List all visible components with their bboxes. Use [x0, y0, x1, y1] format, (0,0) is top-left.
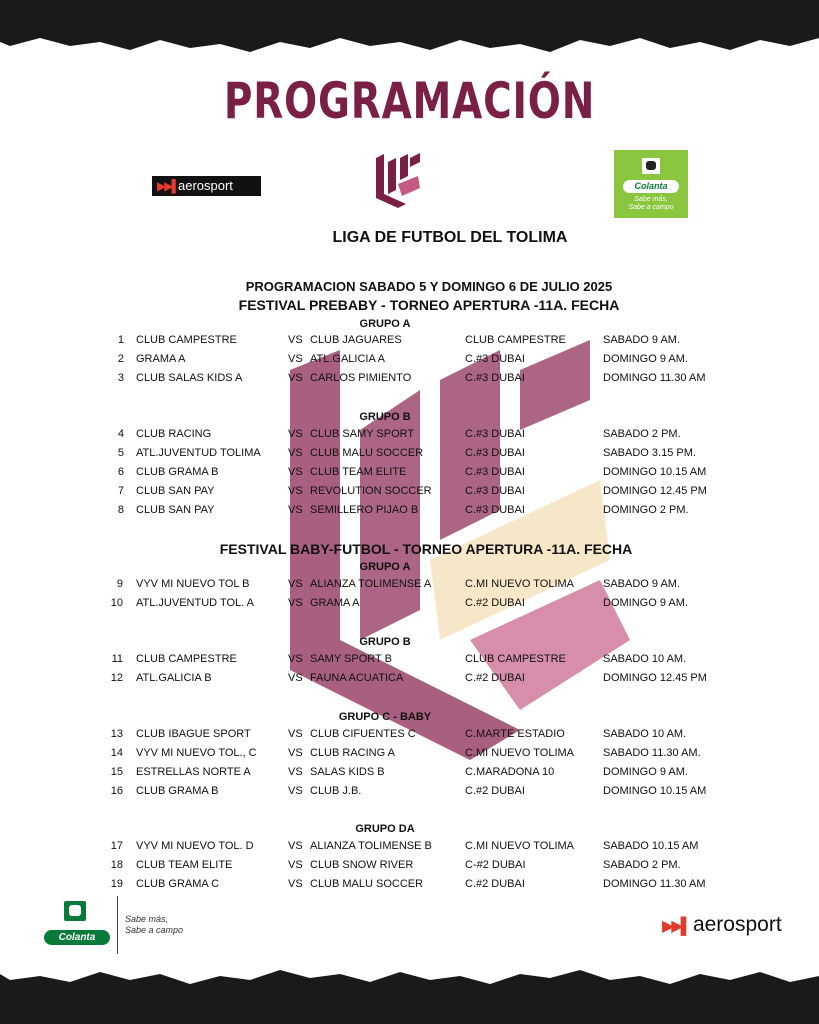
colanta-slogan — [125, 914, 183, 936]
versus-label: VS — [288, 859, 303, 871]
venue: C.#2 DUBAI — [465, 597, 525, 609]
away-team: CLUB J.B. — [310, 785, 362, 797]
match-number: 19 — [110, 878, 123, 890]
aerosport-logo-right — [662, 913, 782, 937]
match-number: 11 — [111, 653, 123, 665]
match-time: DOMINGO 11.30 AM — [603, 878, 706, 890]
away-team: CLUB SAMY SPORT — [310, 428, 415, 440]
away-team: CLUB CIFUENTES C — [310, 728, 416, 740]
match-row — [0, 672, 819, 688]
venue: C.#3 DUBAI — [465, 504, 525, 516]
home-team: CLUB GRAMA C — [136, 878, 220, 890]
venue: C.#3 DUBAI — [465, 466, 525, 478]
match-number: 16 — [110, 785, 123, 797]
versus-label: VS — [288, 785, 303, 797]
venue: C-#2 DUBAI — [465, 859, 526, 871]
match-time: SABADO 11.30 AM. — [603, 747, 701, 759]
match-row — [0, 728, 819, 744]
away-team: REVOLUTION SOCCER — [310, 485, 432, 497]
venue: C.#2 DUBAI — [465, 785, 525, 797]
torn-paper-top — [0, 0, 819, 70]
match-time: DOMINGO 10.15 AM — [603, 785, 707, 797]
away-team: CLUB MALU SOCCER — [310, 878, 424, 890]
match-time: SABADO 10 AM. — [603, 728, 687, 740]
slogan-line-1: Sabe más, — [125, 914, 169, 924]
versus-label: VS — [288, 672, 303, 684]
match-row — [0, 878, 819, 894]
match-number: 13 — [110, 728, 123, 740]
home-team: ATL.JUVENTUD TOLIMA — [136, 447, 261, 459]
torn-paper-bottom — [0, 954, 819, 1024]
league-name: LIGA DE FUTBOL DEL TOLIMA — [332, 229, 568, 246]
group-heading: GRUPO A — [359, 561, 411, 573]
match-row — [0, 485, 819, 501]
match-number: 18 — [110, 859, 123, 871]
match-row — [0, 504, 819, 520]
versus-label: VS — [288, 485, 303, 497]
match-row — [0, 840, 819, 856]
match-row — [0, 785, 819, 801]
match-time: SABADO 3.15 PM. — [603, 447, 696, 459]
match-number: 7 — [117, 485, 124, 497]
venue: C.#3 DUBAI — [465, 372, 525, 384]
colanta-wordmark: Colanta — [44, 930, 110, 945]
away-team: CLUB MALU SOCCER — [310, 447, 424, 459]
venue: C.#2 DUBAI — [465, 878, 525, 890]
away-team: GRAMA A — [310, 597, 360, 609]
versus-label: VS — [288, 372, 303, 384]
match-row — [0, 466, 819, 482]
venue: C.MI NUEVO TOLIMA — [465, 578, 575, 590]
aerosport-logo-left — [152, 176, 261, 196]
home-team: CLUB SAN PAY — [136, 485, 215, 497]
aerosport-wordmark: aerosport — [178, 178, 233, 193]
match-time: DOMINGO 2 PM. — [603, 504, 689, 516]
venue: CLUB CAMPESTRE — [465, 334, 566, 346]
match-row — [0, 353, 819, 369]
colanta-logo-top — [614, 150, 688, 218]
match-number: 14 — [110, 747, 123, 759]
versus-label: VS — [288, 428, 303, 440]
versus-label: VS — [288, 504, 303, 516]
away-team: CLUB RACING A — [310, 747, 395, 759]
match-time: DOMINGO 10.15 AM — [603, 466, 707, 478]
aerosport-arrows-icon: ▶▶▌ — [662, 918, 689, 935]
match-number: 12 — [110, 672, 123, 684]
home-team: CLUB SAN PAY — [136, 504, 215, 516]
away-team: CLUB SNOW RIVER — [310, 859, 414, 871]
home-team: CLUB CAMPESTRE — [136, 334, 237, 346]
versus-label: VS — [288, 578, 303, 590]
match-time: SABADO 9 AM. — [603, 334, 681, 346]
home-team: ATL.JUVENTUD TOL. A — [136, 597, 254, 609]
versus-label: VS — [288, 766, 303, 778]
versus-label: VS — [288, 334, 303, 346]
venue: C.MI NUEVO TOLIMA — [465, 840, 575, 852]
home-team: GRAMA A — [136, 353, 186, 365]
versus-label: VS — [288, 747, 303, 759]
festival-heading-baby: FESTIVAL BABY-FUTBOL - TORNEO APERTURA -11A. FECHA — [219, 541, 633, 557]
venue: C.#3 DUBAI — [465, 485, 525, 497]
versus-label: VS — [288, 597, 303, 609]
match-time: SABADO 10.15 AM — [603, 840, 699, 852]
venue: C.#3 DUBAI — [465, 353, 525, 365]
match-number: 1 — [117, 334, 124, 346]
venue: CLUB CAMPESTRE — [465, 653, 566, 665]
versus-label: VS — [288, 728, 303, 740]
match-row — [0, 597, 819, 613]
match-number: 15 — [110, 766, 123, 778]
away-team: ALIANZA TOLIMENSE B — [310, 840, 432, 852]
versus-label: VS — [288, 840, 303, 852]
venue: C.#3 DUBAI — [465, 447, 525, 459]
versus-label: VS — [288, 447, 303, 459]
away-team: FAUNA ACUATICA — [310, 672, 404, 684]
venue: C.MARADONA 10 — [465, 766, 555, 778]
home-team: CLUB CAMPESTRE — [136, 653, 237, 665]
group-heading: GRUPO B — [359, 636, 411, 648]
group-heading: GRUPO DA — [355, 823, 415, 835]
home-team: CLUB GRAMA B — [136, 466, 219, 478]
match-time: DOMINGO 9 AM. — [603, 766, 688, 778]
home-team: VYV MI NUEVO TOL. D — [136, 840, 254, 852]
versus-label: VS — [288, 653, 303, 665]
match-number: 2 — [117, 353, 124, 365]
match-row — [0, 428, 819, 444]
match-time: SABADO 2 PM. — [603, 428, 681, 440]
cow-icon — [64, 901, 86, 921]
aerosport-arrows-icon: ▶▶▌ — [157, 179, 178, 193]
away-team: ALIANZA TOLIMENSE A — [310, 578, 432, 590]
match-time: DOMINGO 12.45 PM — [603, 672, 707, 684]
match-time: DOMINGO 9 AM. — [603, 597, 688, 609]
tagline-line-1: Sabe más, — [634, 196, 668, 203]
home-team: ATL.GALICIA B — [136, 672, 212, 684]
versus-label: VS — [288, 878, 303, 890]
versus-label: VS — [288, 466, 303, 478]
match-time: SABADO 9 AM. — [603, 578, 681, 590]
festival-heading-prebaby: FESTIVAL PREBABY - TORNEO APERTURA -11A. FECHA — [238, 297, 620, 313]
away-team: CLUB JAGUARES — [310, 334, 402, 346]
match-number: 5 — [117, 447, 124, 459]
match-number: 3 — [117, 372, 124, 384]
home-team: CLUB RACING — [136, 428, 212, 440]
home-team: CLUB TEAM ELITE — [136, 859, 233, 871]
match-time: SABADO 2 PM. — [603, 859, 681, 871]
away-team: CARLOS PIMIENTO — [310, 372, 412, 384]
aerosport-wordmark: aerosport — [692, 913, 782, 936]
match-row — [0, 747, 819, 763]
home-team: VYV MI NUEVO TOL., C — [136, 747, 257, 759]
match-row — [0, 859, 819, 875]
home-team: CLUB SALAS KIDS A — [136, 372, 243, 384]
match-row — [0, 578, 819, 594]
home-team: CLUB GRAMA B — [136, 785, 219, 797]
venue: C.#2 DUBAI — [465, 672, 525, 684]
home-team: CLUB IBAGUE SPORT — [136, 728, 251, 740]
home-team: VYV MI NUEVO TOL B — [136, 578, 250, 590]
colanta-wordmark: Colanta — [623, 180, 679, 193]
match-time: DOMINGO 11.30 AM — [603, 372, 706, 384]
group-heading: GRUPO B — [359, 411, 411, 423]
match-row — [0, 766, 819, 782]
match-number: 6 — [117, 466, 124, 478]
match-time: DOMINGO 9 AM. — [603, 353, 688, 365]
match-number: 10 — [110, 597, 123, 609]
slogan-line-2: Sabe a campo — [125, 925, 184, 935]
match-number: 4 — [117, 428, 124, 440]
away-team: SALAS KIDS B — [310, 766, 385, 778]
away-team: ATL.GALICIA A — [310, 353, 385, 365]
match-time: SABADO 10 AM. — [603, 653, 687, 665]
venue: C.MARTE ESTADIO — [465, 728, 565, 740]
match-number: 9 — [116, 578, 123, 590]
away-team: CLUB TEAM ELITE — [310, 466, 407, 478]
match-row — [0, 447, 819, 463]
colanta-logo-bottom — [44, 898, 114, 950]
away-team: SEMILLERO PIJAO B — [310, 504, 419, 516]
versus-label: VS — [288, 353, 303, 365]
group-heading: GRUPO A — [359, 318, 411, 330]
match-time: DOMINGO 12.45 PM — [603, 485, 707, 497]
group-heading: GRUPO C - BABY — [338, 711, 432, 723]
tagline-line-2: Sabe a campo — [628, 204, 674, 211]
divider — [117, 896, 118, 954]
page-title: PROGRAMACIÓN — [223, 72, 596, 130]
league-logo — [372, 150, 424, 208]
cow-icon — [642, 158, 660, 174]
away-team: SAMY SPORT B — [310, 653, 392, 665]
home-team: ESTRELLAS NORTE A — [136, 766, 251, 778]
venue: C.#3 DUBAI — [465, 428, 525, 440]
match-number: 17 — [110, 840, 123, 852]
match-row — [0, 653, 819, 669]
match-number: 8 — [117, 504, 124, 516]
match-row — [0, 334, 819, 350]
venue: C.MI NUEVO TOLIMA — [465, 747, 575, 759]
colanta-tagline — [614, 196, 688, 212]
schedule-subtitle: PROGRAMACION SABADO 5 Y DOMINGO 6 DE JULIO 2025 — [245, 279, 613, 294]
match-row — [0, 372, 819, 388]
